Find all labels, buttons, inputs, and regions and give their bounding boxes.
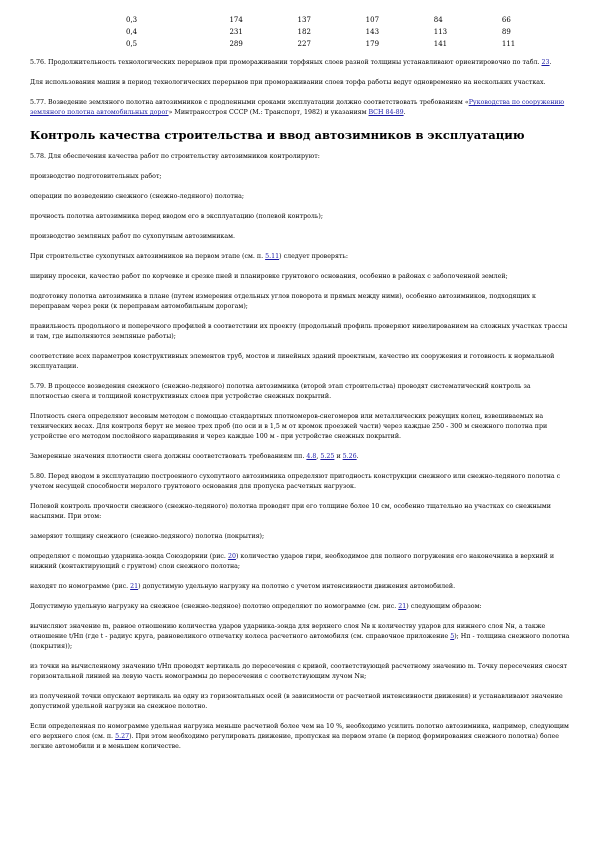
cross-reference-link[interactable]: 23: [541, 59, 550, 66]
paragraph-text: 5.79. В процессе возведения снежного (снежно-ледяного) полотна автозимника (второй этап строительства) проводят систематический контроль за плотностью снега и толщиной конструктивных слоев при устройстве снежных покрытий.: [30, 383, 531, 400]
paragraph: [30, 192, 570, 202]
table-cell: 107: [365, 16, 380, 24]
paragraph: [30, 662, 570, 682]
paragraph: [30, 602, 570, 612]
table-cell: 0,3: [126, 16, 138, 24]
paragraph-text: .: [549, 59, 552, 66]
paragraph-text: подготовку полотна автозимника в плане (путем измерения отдельных углов поворота и прямых между ними), особенно автозимников, подходящих к переправам через реки (к переправам автомобильным дорогам);: [30, 293, 536, 310]
paragraph-text: ,: [316, 453, 321, 460]
paragraph-text: из полученной точки опускают вертикаль на одну из горизонтальных осей (в зависимости от расчетной интенсивности движения) и устанавливают значение допустимой удельной нагрузки на снежное полотно.: [30, 693, 563, 710]
paragraph-text: замеряют толщину снежного (снежно-ледяного) полотна (покрытия);: [30, 533, 265, 540]
paragraph: [30, 152, 570, 162]
paragraph-text: Замеренные значения плотности снега должны соответствовать требованиям пп.: [30, 453, 307, 460]
paragraph: [30, 322, 570, 342]
paragraph: [30, 692, 570, 712]
paragraph-text: находят по номограмме (рис.: [30, 583, 131, 590]
paragraph: [30, 252, 570, 262]
paragraph: [30, 58, 570, 68]
table-cell: 111: [501, 40, 516, 48]
paragraph-text: из точки на вычисленному значению t/Hп проводят вертикаль до пересечения с кривой, соответствующей расчетному значению m. Точку пересечения сносят горизонтальной линией на левую часть номограммы до пересечения с соответствующим лучом Nн;: [30, 663, 568, 680]
paragraph-text: производство земляных работ по сухопутным автозимникам.: [30, 233, 235, 240]
paragraph: [30, 552, 570, 572]
paragraph-text: ) количество ударов гири, необходимое для полного погружения его наконечника в верхний и нижний (контактирующий с грунтом) слои снежного полотна;: [30, 553, 555, 570]
cross-reference-link[interactable]: 5.25: [320, 453, 335, 460]
paragraph-text: 5.77. Возведение земляного полотна автозимников с продленными сроками эксплуатации должно соответствовать требованиям «: [30, 99, 469, 106]
freeze-duration-table: [126, 14, 570, 50]
paragraph-text: Плотность снега определяют весовым методом с помощью стандартных плотномеров-снегомеров или металлических режущих колец, взвешиваемых на технических весах. Для контроля берут не менее трех проб (по оси и в 1,5 м от кромок проезжей части) через каждые 250 - 300 м снежного полотна при устройстве его методом послойного наращивания и через каждые 100 м - при устройстве снежных покрытий.: [30, 413, 548, 440]
paragraph: [30, 452, 570, 462]
cross-reference-link[interactable]: 20: [227, 553, 236, 560]
table-cell: 174: [229, 16, 243, 24]
cross-reference-link[interactable]: 5.27: [115, 733, 130, 740]
cross-reference-link[interactable]: 4.8: [306, 453, 317, 460]
cross-reference-link[interactable]: ВСН 84-89: [368, 109, 404, 116]
table-row: [126, 38, 570, 50]
table-row: [126, 26, 570, 38]
paragraph-text: .: [356, 453, 359, 460]
document-page: [30, 14, 570, 762]
table-cell: 0,5: [126, 40, 138, 48]
paragraph: [30, 412, 570, 442]
table-cell: 137: [297, 16, 311, 24]
paragraph-text: ). При этом необходимо регулировать движение, пропуская на первом этапе (в период формирования снежного полотна) более легкие автомобили и в меньшем количестве.: [30, 733, 559, 750]
section-heading: Контроль качества строительства и ввод автозимников в эксплуатацию: [30, 128, 525, 142]
paragraph-text: ширину просеки, качество работ по корчевке и срезке пней и планировке грунтового основания, особенно в районах с заболоченной землей;: [30, 273, 508, 280]
table-cell: 141: [433, 40, 448, 48]
paragraph: [30, 212, 570, 222]
paragraph-text: 5.78. Для обеспечения качества работ по строительству автозимников контролируют:: [30, 153, 320, 160]
paragraph-text: ) допустимую удельную нагрузку на полотно с учетом интенсивности движения автомобилей.: [138, 583, 456, 590]
paragraph: [30, 722, 570, 752]
cross-reference-link[interactable]: 21: [398, 603, 407, 610]
paragraph-text: и: [334, 453, 343, 460]
paragraph: [30, 98, 570, 118]
table-cell: 113: [433, 28, 448, 36]
paragraph-text: определяют с помощью ударника-зонда Союздорнии (рис.: [30, 553, 228, 560]
paragraph-text: ); Hп - толщина снежного полотна (покрытия));: [30, 633, 570, 650]
cross-reference-link[interactable]: 21: [130, 583, 139, 590]
paragraph-text: Для использования машин в период технологических перерывов при промораживании слоев торфа работы ведут одновременно на нескольких участках.: [30, 79, 546, 86]
table-cell: 89: [501, 28, 511, 36]
paragraph: [30, 232, 570, 242]
paragraph-text: Полевой контроль прочности снежного (снежно-ледяного) полотна проводят при его толщине более 10 см, особенно тщательно на участках со снежными насыпями. При этом:: [30, 503, 551, 520]
paragraph-text: прочность полотна автозимника перед вводом его в эксплуатацию (полевой контроль);: [30, 213, 323, 220]
paragraph-text: правильность продольного и поперечного профилей в соответствии их проекту (продольный профиль проверяют нивелированием на сложных участках трассы и там, где выполняются земляные работы);: [30, 323, 568, 340]
paragraphs-quality-control: [30, 152, 570, 752]
table-cell: 182: [297, 28, 311, 36]
paragraph: [30, 532, 570, 542]
paragraph-text: 5.80. Перед вводом в эксплуатацию построенного сухопутного автозимника определяют пригодность конструкции снежного или снежно-ледяного полотна с учетом несущей способности мерзлого грунтового основания для пропуска расчетных нагрузок.: [30, 473, 561, 490]
paragraph-text: 5.76. Продолжительность технологических перерывов при промораживании торфяных слоев разной толщины устанавливают ориентировочно по табл.: [30, 59, 542, 66]
paragraph-text: .: [403, 109, 406, 116]
paragraph: [30, 382, 570, 402]
paragraph: [30, 352, 570, 372]
table-cell: 179: [365, 40, 380, 48]
paragraph: [30, 582, 570, 592]
paragraph: [30, 78, 570, 88]
table-cell: 227: [297, 40, 311, 48]
cross-reference-link[interactable]: 5.11: [265, 253, 280, 260]
paragraph: [30, 172, 570, 182]
table-row: [126, 14, 570, 26]
paragraph-text: операции по возведению снежного (снежно-ледяного) полотна;: [30, 193, 245, 200]
paragraph-text: производство подготовительных работ;: [30, 173, 162, 180]
paragraph-text: ) следующим образом:: [406, 603, 482, 610]
paragraph: [30, 272, 570, 282]
cross-reference-link[interactable]: 5.26: [342, 453, 357, 460]
paragraph-text: ) следует проверять:: [279, 253, 348, 260]
cross-reference-link[interactable]: 5: [450, 633, 455, 640]
table-cell: 0,4: [126, 28, 138, 36]
paragraph-text: Если определенная по номограмме удельная нагрузка меньше расчетной более чем на 10 %, необходимо усилить полотно автозимника, например, следующим его верхнего слоя (см. п.: [30, 723, 569, 740]
table-cell: 231: [229, 28, 243, 36]
table-cell: 84: [433, 16, 443, 24]
table-cell: 143: [365, 28, 380, 36]
table-cell: 66: [501, 16, 511, 24]
paragraph: [30, 292, 570, 312]
paragraph-text: Допустимую удельную нагрузку на снежное (снежно-ледяное) полотно определяют по номограмме (см. рис.: [30, 603, 399, 610]
paragraph: [30, 502, 570, 522]
table-cell: 289: [229, 40, 243, 48]
paragraph-text: соответствие всех параметров конструктивных элементов труб, мостов и линейных зданий проектным, качество их сооружения и готовность к нормальной эксплуатации.: [30, 353, 555, 370]
paragraph: [30, 472, 570, 492]
paragraph-text: » Минтрансстроя СССР (М.: Транспорт, 1982) и указаниям: [168, 109, 369, 116]
cross-reference-link[interactable]: Руководства по сооружению земляного полотна автомобильных дорог: [30, 99, 565, 116]
paragraph-text: При строительстве сухопутных автозимников на первом этапе (см. п.: [30, 253, 266, 260]
paragraph: [30, 622, 570, 652]
paragraphs-top: [30, 58, 570, 118]
paragraph-text: вычисляют значение m, равное отношению количества ударов ударника-зонда для верхнего слоя Nв к количеству ударов для нижнего слоя Nн, а также отношение t/Hп (где t - радиус круга, равновеликого отпечатку колеса расчетного автомобиля (см. справочное приложение: [30, 623, 546, 640]
